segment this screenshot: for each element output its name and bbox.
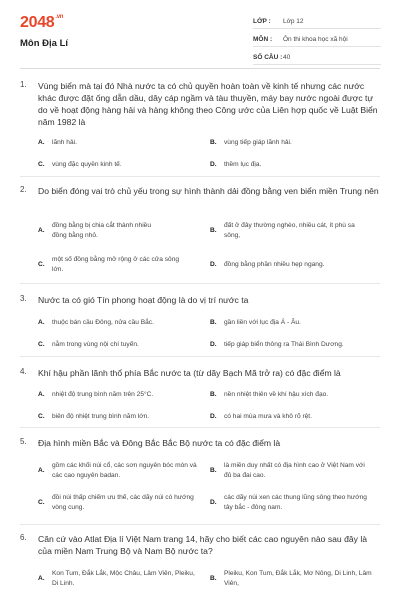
option-text: một số đồng bằng mở rộng ở các cửa sông lớn. xyxy=(52,256,180,273)
question-text: Căn cứ vào Atlat Địa lí Việt Nam trang 14, hãy cho biết các cao nguyên nào sau đây là của miền Nam Trung Bộ và Nam Bộ nước ta? xyxy=(38,534,368,556)
option-text: lãnh hải. xyxy=(52,139,77,146)
option-text: là miền duy nhất có địa hình cao ở Việt Nam với đủ ba đai cao. xyxy=(224,462,365,479)
question-divider xyxy=(20,283,380,284)
option-letter: B. xyxy=(210,575,217,582)
question-text: Do biển đóng vai trò chủ yếu trong sự hình thành dải đồng bằng ven biển miền Trung nên xyxy=(38,186,379,196)
option-text: đồi núi thấp chiếm ưu thế, các dãy núi có hướng vòng cung. xyxy=(52,494,194,511)
option-letter: D. xyxy=(210,161,217,168)
option-letter: D. xyxy=(210,413,217,420)
option-text: nhiệt độ trung bình năm trên 25°C. xyxy=(52,391,154,398)
meta-subject-row xyxy=(253,32,381,47)
question-divider xyxy=(20,427,380,428)
question-text: Khí hậu phần lãnh thổ phía Bắc nước ta (từ dãy Bạch Mã trở ra) có đặc điểm là xyxy=(38,368,341,378)
option-letter: A. xyxy=(38,391,45,398)
header-divider xyxy=(20,68,380,69)
option-text: gần liền với lục địa Á - Âu. xyxy=(224,319,301,326)
option-letter: C. xyxy=(38,341,45,348)
question-number: 4. xyxy=(20,367,27,376)
meta-class-row xyxy=(253,14,381,29)
exam-meta xyxy=(253,14,381,68)
option-text: thuộc bán cầu Đông, nửa cầu Bắc. xyxy=(52,319,154,326)
meta-count-row xyxy=(253,50,381,65)
option-text: biên độ nhiệt trung bình năm lớn. xyxy=(52,413,150,420)
option-letter: D. xyxy=(210,499,217,506)
option-letter: C. xyxy=(38,261,45,268)
option-text: có hai mùa mưa và khô rõ rệt. xyxy=(224,413,312,420)
question-number: 3. xyxy=(20,294,27,303)
option-text: gồm các khối núi cổ, các sơn nguyên bóc mòn và các cao nguyên badan. xyxy=(52,462,197,479)
option-letter: D. xyxy=(210,341,217,348)
meta-key: LỚP : xyxy=(253,17,271,25)
question-text: Địa hình miền Bắc và Đông Bắc Bắc Bộ nước ta có đặc điểm là xyxy=(38,438,281,448)
subject-title: Môn Địa Lí xyxy=(20,38,69,49)
question-divider xyxy=(20,176,380,177)
option-letter: B. xyxy=(210,391,217,398)
meta-key: MÔN : xyxy=(253,35,273,43)
option-text: đồng bằng bị chia cắt thành nhiều đồng bằng nhỏ. xyxy=(52,222,151,239)
option-text: Pleiku, Kon Tum, Đắk Lắk, Mơ Nông, Di Linh, Lâm Viên, xyxy=(224,570,372,587)
option-letter: A. xyxy=(38,467,45,474)
question-divider xyxy=(20,356,380,357)
question-number: 2. xyxy=(20,185,27,194)
question-text: Nước ta có gió Tín phong hoạt động là do vị trí nước ta xyxy=(38,295,249,305)
question-text: Vùng biển mà tại đó Nhà nước ta có chủ quyền hoàn toàn về kinh tế nhưng các nước khác được đặt ống dẫn dầu, dây cáp ngầm và tàu thuyền, máy bay nước ngoài được tự do về hoạt động hàng hải và hàng không theo Công ước của Liên hợp quốc về Luật Biển năm 1982 là xyxy=(38,81,378,127)
option-letter: B. xyxy=(210,227,217,234)
option-letter: D. xyxy=(210,261,217,268)
option-text: vùng tiếp giáp lãnh hải. xyxy=(224,139,292,146)
question-divider xyxy=(20,524,380,525)
option-letter: C. xyxy=(38,499,45,506)
option-letter: A. xyxy=(38,319,45,326)
question-number: 5. xyxy=(20,437,27,446)
option-letter: B. xyxy=(210,139,217,146)
meta-key: SỐ CÂU : xyxy=(253,53,283,61)
option-text: các dãy núi xen các thung lũng sông theo hướng tây bắc - đông nam. xyxy=(224,494,367,511)
option-letter: A. xyxy=(38,227,45,234)
meta-value: Lớp 12 xyxy=(283,17,304,25)
option-text: đất ở đây thường nghèo, nhiều cát, ít phù sa sông, xyxy=(224,222,355,239)
question-number: 1. xyxy=(20,80,27,89)
option-letter: C. xyxy=(38,161,45,168)
option-text: nằm trong vùng nội chí tuyến. xyxy=(52,341,139,348)
option-letter: C. xyxy=(38,413,45,420)
option-text: thềm lục địa. xyxy=(224,161,262,168)
header xyxy=(0,0,400,68)
option-text: đồng bằng phần nhiều hẹp ngang. xyxy=(224,261,325,268)
option-text: tiếp giáp biển thông ra Thái Bình Dương. xyxy=(224,341,344,348)
option-text: vùng đặc quyền kinh tế. xyxy=(52,161,122,168)
option-letter: B. xyxy=(210,319,217,326)
option-letter: A. xyxy=(38,575,45,582)
option-letter: B. xyxy=(210,467,217,474)
option-letter: A. xyxy=(38,139,45,146)
question-number: 6. xyxy=(20,533,27,542)
meta-value: Ôn thi khoa học xã hội xyxy=(283,35,348,43)
site-logo[interactable]: $2048^{.vn}$ xyxy=(20,14,64,31)
option-text: Kon Tum, Đắk Lắk, Mộc Châu, Lâm Viên, Pleiku, Di Linh. xyxy=(52,570,195,587)
meta-value: 40 xyxy=(283,53,291,61)
option-text: nền nhiệt thiên về khí hậu xích đạo. xyxy=(224,391,329,398)
